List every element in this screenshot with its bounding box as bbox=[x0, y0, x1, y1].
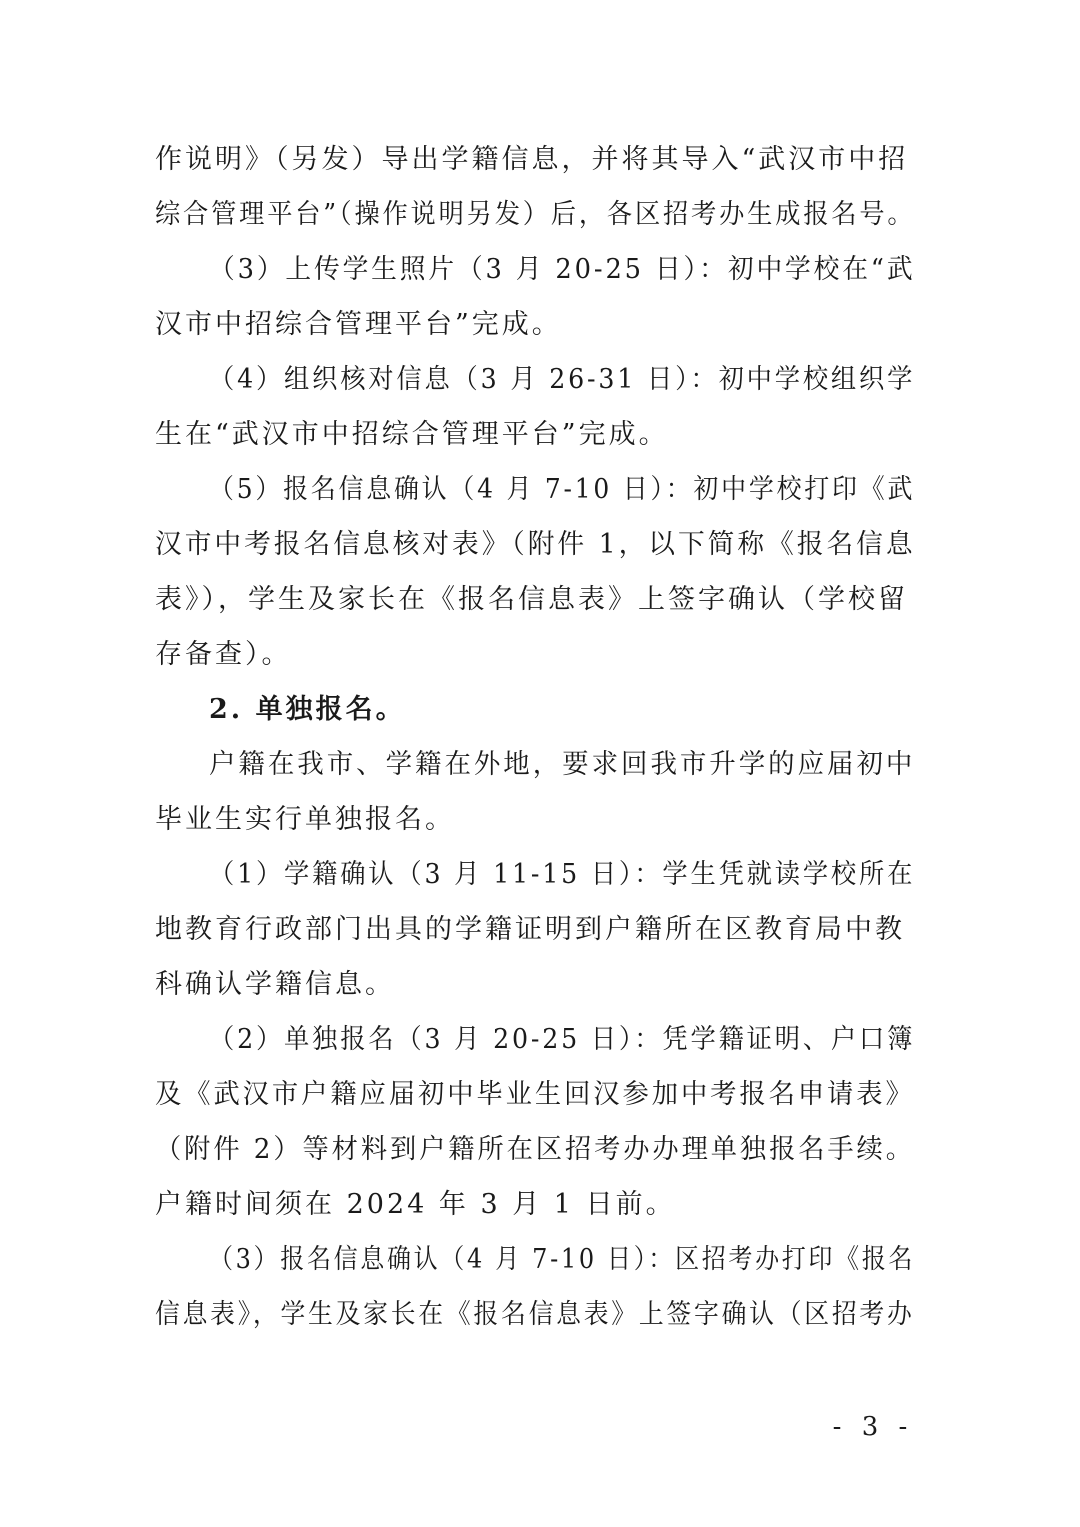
text-line: 信息表》，学生及家长在《报名信息表》上签字确认（区招考办 bbox=[155, 1299, 915, 1330]
text-line: 户籍在我市、学籍在外地，要求回我市升学的应届初中 bbox=[209, 749, 916, 780]
text-line: 户籍时间须在 2024 年 3 月 1 日前。 bbox=[155, 1189, 676, 1220]
text-line: 表》），学生及家长在《报名信息表》上签字确认（学校留 bbox=[155, 584, 908, 615]
text-line: 科确认学籍信息。 bbox=[155, 969, 395, 1000]
text-line: 汉市中招综合管理平台”完成。 bbox=[155, 309, 562, 340]
text-line: （4）组织核对信息（3 月 26-31 日）：初中学校组织学 bbox=[209, 364, 916, 395]
text-line: 生在“武汉市中招综合管理平台”完成。 bbox=[155, 419, 669, 450]
text-line: 及《武汉市户籍应届初中毕业生回汉参加中考报名申请表》 bbox=[155, 1079, 915, 1110]
text-line: （2）单独报名（3 月 20-25 日）：凭学籍证明、户口簿 bbox=[209, 1024, 916, 1055]
text-line: 综合管理平台”（操作说明另发）后，各区招考办生成报名号。 bbox=[155, 199, 916, 230]
text-line: 地教育行政部门出具的学籍证明到户籍所在区教育局中教 bbox=[155, 914, 905, 945]
text-line: （附件 2）等材料到户籍所在区招考办办理单独报名手续。 bbox=[155, 1134, 915, 1165]
text-line: （5）报名信息确认（4 月 7-10 日）：初中学校打印《武 bbox=[209, 474, 916, 505]
text-line: 毕业生实行单独报名。 bbox=[155, 804, 455, 835]
text-line: 汉市中考报名信息核对表》（附件 1，以下简称《报名信息 bbox=[155, 529, 916, 560]
section-heading: 2. 单独报名。 bbox=[209, 694, 406, 725]
text-line: （1）学籍确认（3 月 11-15 日）：学生凭就读学校所在 bbox=[209, 859, 916, 890]
text-line: 作说明》（另发）导出学籍信息，并将其导入“武汉市中招 bbox=[155, 144, 909, 175]
text-line: 存备查）。 bbox=[155, 639, 292, 670]
page-number: - 3 - bbox=[832, 1412, 914, 1442]
text-line: （3）上传学生照片（3 月 20-25 日）：初中学校在“武 bbox=[209, 254, 916, 285]
text-line: （3）报名信息确认（4 月 7-10 日）：区招考办打印《报名 bbox=[209, 1244, 916, 1275]
